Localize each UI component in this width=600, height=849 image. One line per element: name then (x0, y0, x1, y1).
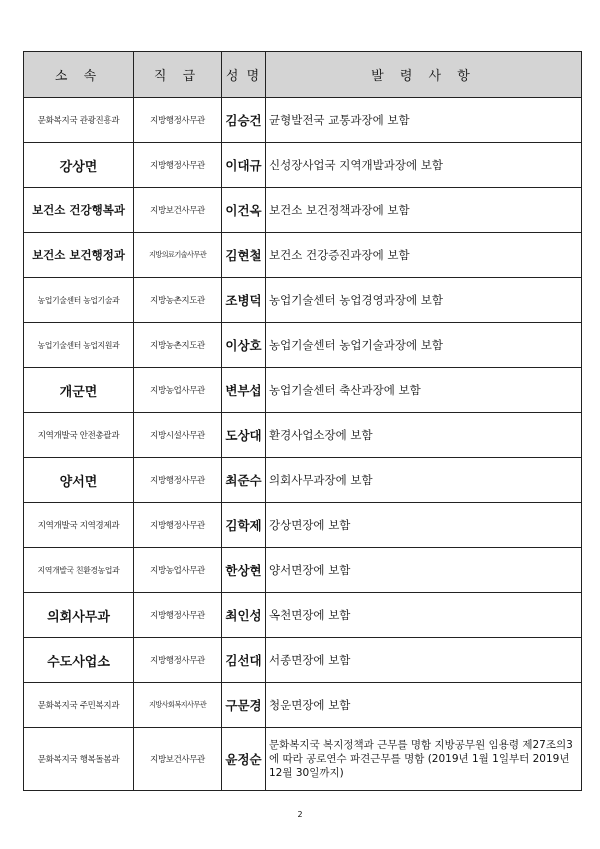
order-cell: 문화복지국 복지정책과 근무를 명함 지방공무원 임용령 제27조의3에 따라 공로연수 파견근무를 명함 (2019년 1월 1일부터 2019년 12월 30일까지) (266, 728, 582, 791)
order-cell: 균형발전국 교통과장에 보함 (266, 98, 582, 143)
order-cell: 강상면장에 보함 (266, 503, 582, 548)
name-cell: 변부섭 (222, 368, 266, 413)
header-department: 소 속 (24, 52, 134, 98)
department-cell: 지역개발국 안전총괄과 (24, 413, 134, 458)
name-cell: 이대규 (222, 143, 266, 188)
name-cell: 김선대 (222, 638, 266, 683)
rank-cell: 지방농촌지도관 (134, 278, 222, 323)
table-row (24, 413, 582, 458)
header-order: 발 령 사 항 (266, 52, 582, 98)
table-row (24, 683, 582, 728)
rank-cell: 지방행정사무관 (134, 458, 222, 503)
order-cell: 의회사무과장에 보함 (266, 458, 582, 503)
table-row (24, 593, 582, 638)
order-cell: 서종면장에 보함 (266, 638, 582, 683)
table-row (24, 278, 582, 323)
table-row (24, 728, 582, 791)
order-cell: 농업기술센터 농업기술과장에 보함 (266, 323, 582, 368)
name-cell: 한상현 (222, 548, 266, 593)
order-cell: 보건소 보건정책과장에 보함 (266, 188, 582, 233)
table-row (24, 638, 582, 683)
rank-cell: 지방행정사무관 (134, 503, 222, 548)
department-cell: 지역개발국 친환경농업과 (24, 548, 134, 593)
order-cell: 환경사업소장에 보함 (266, 413, 582, 458)
department-cell: 양서면 (24, 458, 134, 503)
personnel-appointment-table (23, 51, 582, 791)
department-cell: 문화복지국 주민복지과 (24, 683, 134, 728)
department-cell: 문화복지국 관광진흥과 (24, 98, 134, 143)
order-cell: 보건소 건강증진과장에 보함 (266, 233, 582, 278)
department-cell: 농업기술센터 농업지원과 (24, 323, 134, 368)
department-cell: 보건소 건강행복과 (24, 188, 134, 233)
department-cell: 개군면 (24, 368, 134, 413)
name-cell: 도상대 (222, 413, 266, 458)
table-header-row (24, 52, 582, 98)
rank-cell: 지방사회복지사무관 (134, 683, 222, 728)
rank-cell: 지방보건사무관 (134, 728, 222, 791)
name-cell: 김승건 (222, 98, 266, 143)
table-row (24, 368, 582, 413)
name-cell: 윤정순 (222, 728, 266, 791)
name-cell: 조병덕 (222, 278, 266, 323)
table-row (24, 458, 582, 503)
rank-cell: 지방농업사무관 (134, 548, 222, 593)
name-cell: 김학제 (222, 503, 266, 548)
department-cell: 지역개발국 지역경제과 (24, 503, 134, 548)
page-number: 2 (297, 810, 303, 819)
table-row (24, 188, 582, 233)
rank-cell: 지방농촌지도관 (134, 323, 222, 368)
rank-cell: 지방의료기술사무관 (134, 233, 222, 278)
order-cell: 농업기술센터 축산과장에 보함 (266, 368, 582, 413)
order-cell: 청운면장에 보함 (266, 683, 582, 728)
rank-cell: 지방시설사무관 (134, 413, 222, 458)
table-row (24, 503, 582, 548)
header-rank: 직 급 (134, 52, 222, 98)
order-cell: 농업기술센터 농업경영과장에 보함 (266, 278, 582, 323)
name-cell: 구문경 (222, 683, 266, 728)
order-cell: 양서면장에 보함 (266, 548, 582, 593)
table-row (24, 143, 582, 188)
table-row (24, 233, 582, 278)
department-cell: 농업기술센터 농업기술과 (24, 278, 134, 323)
department-cell: 문화복지국 행복돌봄과 (24, 728, 134, 791)
rank-cell: 지방행정사무관 (134, 593, 222, 638)
name-cell: 김현철 (222, 233, 266, 278)
table-row (24, 323, 582, 368)
order-cell: 신성장사업국 지역개발과장에 보함 (266, 143, 582, 188)
rank-cell: 지방행정사무관 (134, 638, 222, 683)
order-cell: 옥천면장에 보함 (266, 593, 582, 638)
name-cell: 최준수 (222, 458, 266, 503)
rank-cell: 지방농업사무관 (134, 368, 222, 413)
name-cell: 이상호 (222, 323, 266, 368)
department-cell: 보건소 보건행정과 (24, 233, 134, 278)
department-cell: 수도사업소 (24, 638, 134, 683)
department-cell: 강상면 (24, 143, 134, 188)
rank-cell: 지방행정사무관 (134, 98, 222, 143)
name-cell: 최인성 (222, 593, 266, 638)
department-cell: 의회사무과 (24, 593, 134, 638)
header-name: 성 명 (222, 52, 266, 98)
rank-cell: 지방행정사무관 (134, 143, 222, 188)
name-cell: 이건옥 (222, 188, 266, 233)
table-row (24, 98, 582, 143)
rank-cell: 지방보건사무관 (134, 188, 222, 233)
table-row (24, 548, 582, 593)
